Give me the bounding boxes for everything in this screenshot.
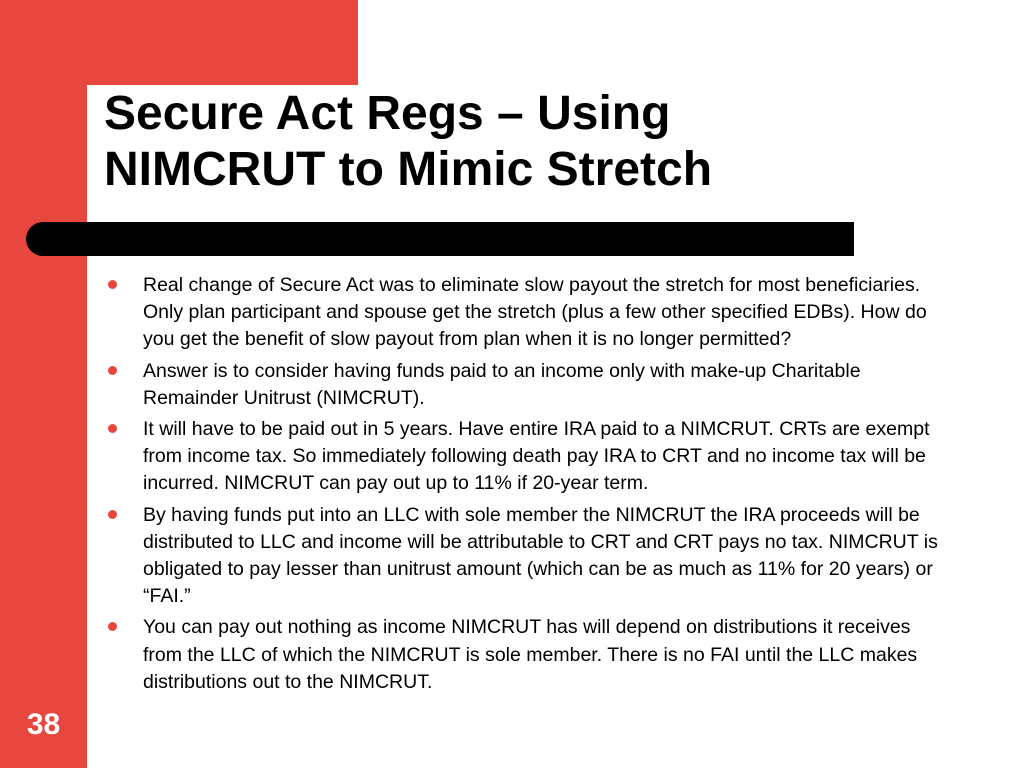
- slide-title-line-1: Secure Act Regs – Using: [104, 87, 671, 140]
- bullet-text: It will have to be paid out in 5 years. Have entire IRA paid to a NIMCRUT. CRTs are exempt from income tax. So immediately following death pay IRA to CRT and no income tax will be incurred. NIMCRUT can pay out up to 11% if 20-year term.: [143, 418, 930, 495]
- bullet-item: [104, 272, 954, 354]
- bullet-text: Real change of Secure Act was to eliminate slow payout the stretch for most beneficiaries. Only plan participant and spouse get the stretch (plus a few other specified EDBs). How do you get the benefit of slow payout from plan when it is no longer permitted?: [143, 274, 927, 351]
- bullet-text: By having funds put into an LLC with sole member the NIMCRUT the IRA proceeds will be distributed to LLC and income will be attributable to CRT and CRT pays no tax. NIMCRUT is obligated to pay lesser than unitrust amount (which can be as much as 11% for 20 years) or “FAI.”: [143, 503, 938, 608]
- bullet-item: [104, 358, 954, 412]
- slide-title: [104, 86, 984, 198]
- bullet-list: [104, 272, 954, 700]
- bullet-item: [104, 502, 954, 611]
- bullet-text: You can pay out nothing as income NIMCRUT has will depend on distributions it receives from the LLC of which the NIMCRUT is sole member. There is no FAI until the LLC makes distributions out to the NIMCRUT.: [143, 616, 918, 693]
- red-side-strip: [0, 0, 87, 768]
- slide-number: 38: [26, 708, 61, 741]
- title-divider-bar: [26, 222, 854, 256]
- slide-title-line-2: NIMCRUT to Mimic Stretch: [104, 143, 713, 196]
- bullet-dot-icon: [108, 510, 117, 519]
- bullet-dot-icon: [108, 424, 117, 433]
- bullet-item: [104, 416, 954, 498]
- bullet-dot-icon: [108, 366, 117, 375]
- bullet-dot-icon: [108, 280, 117, 289]
- bullet-text: Answer is to consider having funds paid to an income only with make-up Charitable Remainder Unitrust (NIMCRUT).: [143, 359, 861, 409]
- bullet-dot-icon: [108, 622, 117, 631]
- bullet-item: [104, 614, 954, 696]
